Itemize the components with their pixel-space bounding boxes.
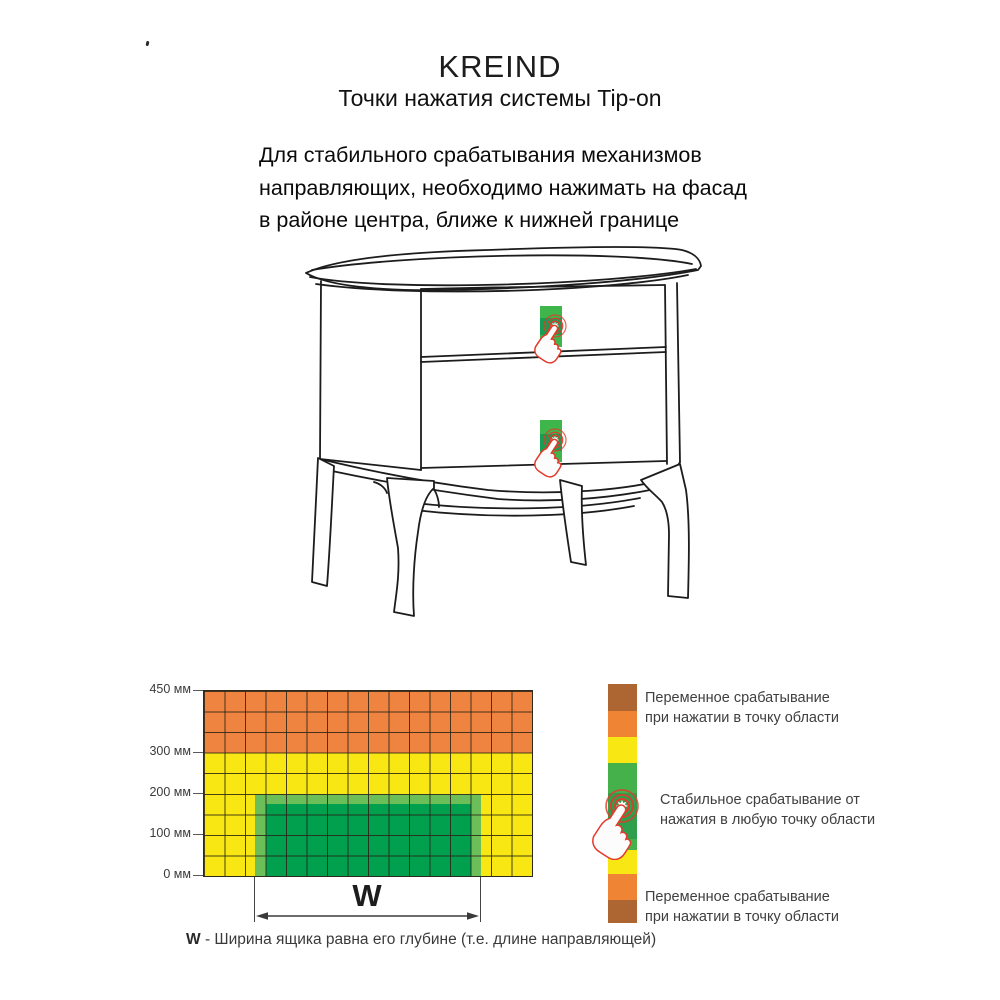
rear-right-leg [560, 480, 586, 565]
legend-line: при нажатии в точку области [645, 709, 839, 726]
tick-mark [193, 793, 203, 794]
legend-line: при нажатии в точку области [645, 908, 839, 925]
brand-title: KREIND [438, 49, 562, 84]
stray-mark [146, 41, 150, 47]
legend-line: Стабильное срабатывание от [660, 792, 860, 808]
dimension-caption [186, 931, 656, 949]
ytick-100: 100 мм [149, 825, 191, 840]
apron-bottom [332, 471, 650, 500]
pressure-zone-grid [203, 690, 533, 877]
intro-line: направляющих, необходимо нажимать на фасад [259, 175, 747, 200]
legend-entry-variable-bottom [645, 888, 839, 927]
front-left-leg [387, 478, 434, 616]
tick-mark [193, 690, 203, 691]
ytick-0: 0 мм [163, 867, 191, 881]
side-bottom-edge [320, 459, 421, 470]
dim-extension-right [480, 877, 481, 922]
tick-mark [193, 875, 203, 876]
tick-mark [193, 752, 203, 753]
caption-bold: W [186, 931, 201, 948]
intro-line: в районе центра, ближе к нижней границе [259, 208, 680, 232]
legend-seg-orange [608, 874, 637, 900]
press-hand-icon-top [532, 315, 572, 366]
side-panel-edge [320, 281, 321, 459]
leg-fillet-left [374, 482, 387, 493]
page-title: Точки нажатия системы Tip-on [338, 85, 662, 111]
dimension-label: W [352, 878, 382, 913]
legend-seg-brown [608, 684, 637, 711]
legend-line: нажатия в любую точку области [660, 811, 876, 828]
ytick-200: 200 мм [149, 784, 191, 799]
right-outer-edge [677, 283, 680, 462]
press-hand-icon-bottom [532, 429, 572, 480]
ytick-300: 300 мм [149, 743, 191, 758]
legend-line: Переменное срабатывание [645, 690, 830, 706]
back-left-leg [312, 458, 334, 586]
legend-entry-stable [660, 791, 875, 830]
ytick-450: 450 мм [149, 682, 191, 696]
tick-mark [193, 834, 203, 835]
intro-paragraph [259, 139, 747, 237]
right-inner-edge [665, 285, 667, 464]
intro-line: Для стабильного срабатывания механизмов [259, 143, 702, 167]
gridlines [204, 691, 532, 876]
legend-seg-yellow [608, 737, 637, 763]
nightstand-drawing [288, 240, 718, 630]
legend-seg-brown [608, 900, 637, 923]
legend-line: Переменное срабатывание [645, 889, 830, 905]
legend-entry-variable-top [645, 689, 839, 728]
caption-text: - Ширина ящика равна его глубине (т.е. длине направляющей) [200, 931, 657, 948]
legend-seg-orange [608, 711, 637, 737]
front-right-leg [641, 464, 689, 598]
